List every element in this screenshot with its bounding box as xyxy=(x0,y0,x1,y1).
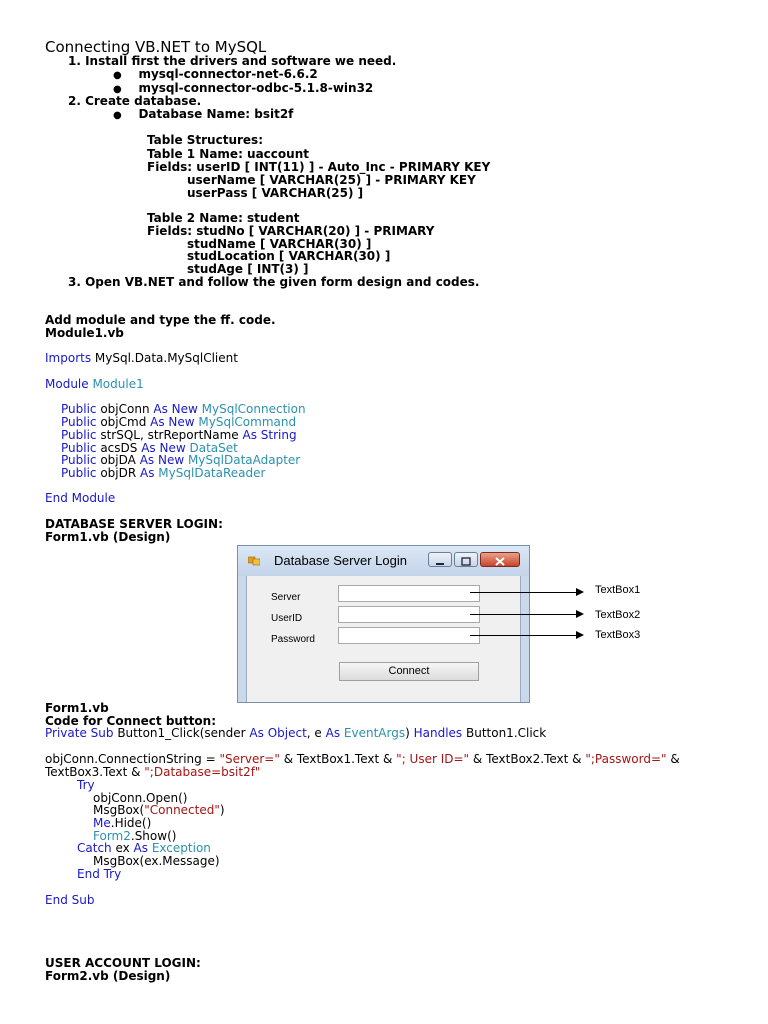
table1-field-userpass: userPass [ VARCHAR(25) ] xyxy=(187,186,364,200)
code-keyword: Public xyxy=(61,402,97,416)
table1-name: Table 1 Name: uaccount xyxy=(147,147,309,161)
form-screenshot xyxy=(237,545,530,703)
annotation-textbox1: TextBox1 xyxy=(595,584,641,596)
table2-field-studlocation: studLocation [ VARCHAR(30) ] xyxy=(187,249,391,263)
form-title: Database Server Login xyxy=(274,553,407,568)
code-text: MySql.Data.MySqlClient xyxy=(91,351,238,365)
db-login-heading: DATABASE SERVER LOGIN: xyxy=(45,517,223,531)
code-keyword: As New xyxy=(141,441,186,455)
code-text: acsDS xyxy=(96,441,142,455)
code-keyword: String xyxy=(256,428,297,442)
code-end-sub: End Sub xyxy=(45,893,95,907)
code-text: .Hide() xyxy=(110,816,152,830)
arrow-head-icon xyxy=(576,588,584,596)
form2-design-label: Form2.vb (Design) xyxy=(45,969,171,983)
code-keyword: As xyxy=(249,726,264,740)
code-type: MySqlDataReader xyxy=(154,466,266,480)
code-type: MySqlDataAdapter xyxy=(184,453,301,467)
code-decl-objconn xyxy=(61,402,306,416)
code-text: ex xyxy=(111,841,134,855)
code-string: "; User ID=" xyxy=(396,752,470,766)
close-icon xyxy=(481,555,519,568)
code-text: TextBox3.Text & xyxy=(45,765,145,779)
maximize-button[interactable] xyxy=(454,552,478,567)
code-connstring-line2 xyxy=(45,765,260,779)
module-file-label: Module1.vb xyxy=(45,326,124,340)
close-button[interactable] xyxy=(480,552,520,567)
password-label: Password xyxy=(271,634,315,645)
code-text: objDA xyxy=(96,453,140,467)
bullet-icon: ● xyxy=(113,70,122,81)
code-keyword: As New xyxy=(150,415,195,429)
code-me-hide xyxy=(93,816,151,830)
arrow-textbox1 xyxy=(470,592,576,593)
bullet-connector-net xyxy=(113,67,318,81)
bullet-text: mysql-connector-odbc-5.1.8-win32 xyxy=(138,81,374,95)
bullet-icon: ● xyxy=(113,110,122,121)
code-text: MsgBox( xyxy=(93,803,145,817)
document-title: Connecting VB.NET to MySQL xyxy=(45,38,267,56)
arrow-textbox3 xyxy=(470,635,576,636)
code-end-try: End Try xyxy=(77,867,122,881)
code-text: Button1_Click(sender xyxy=(113,726,250,740)
table2-fields: Fields: studNo [ VARCHAR(20) ] - PRIMARY xyxy=(147,224,435,238)
code-open: objConn.Open() xyxy=(93,791,188,805)
code-keyword: Imports xyxy=(45,351,92,365)
server-label: Server xyxy=(271,592,301,603)
bullet-text: mysql-connector-net-6.6.2 xyxy=(138,67,318,81)
connect-code-label: Code for Connect button: xyxy=(45,714,217,728)
userid-label: UserID xyxy=(271,613,303,624)
code-text: strSQL, strReportName xyxy=(96,428,243,442)
form1-design-label: Form1.vb (Design) xyxy=(45,530,171,544)
code-keyword: Public xyxy=(61,453,97,467)
table1-field-username: userName [ VARCHAR(25) ] - PRIMARY KEY xyxy=(187,173,476,187)
code-decl-strsql xyxy=(61,428,297,442)
code-sub-signature xyxy=(45,726,546,740)
code-decl-objdr xyxy=(61,466,265,480)
code-type: MySqlCommand xyxy=(194,415,297,429)
code-string: ";Password=" xyxy=(585,752,667,766)
code-keyword: Public xyxy=(61,466,97,480)
arrow-head-icon xyxy=(576,610,584,618)
code-keyword: As xyxy=(140,466,155,480)
code-type: DataSet xyxy=(185,441,238,455)
code-text: .Show() xyxy=(130,829,177,843)
code-keyword: Catch xyxy=(77,841,112,855)
code-text: objConn xyxy=(96,402,154,416)
form1-vb-label: Form1.vb xyxy=(45,701,109,715)
code-text: & xyxy=(666,752,680,766)
arrow-head-icon xyxy=(576,631,584,639)
code-try: Try xyxy=(77,778,95,792)
code-string: "Server=" xyxy=(219,752,280,766)
user-login-heading: USER ACCOUNT LOGIN: xyxy=(45,956,201,970)
code-type: Module1 xyxy=(88,377,144,391)
minimize-icon xyxy=(429,555,451,568)
code-text: ) xyxy=(405,726,414,740)
code-type: EventArgs xyxy=(340,726,406,740)
code-decl-objda xyxy=(61,453,300,467)
code-type: Form2 xyxy=(93,829,131,843)
code-text: objDR xyxy=(96,466,141,480)
code-type: Exception xyxy=(148,841,211,855)
table1-fields: Fields: userID [ INT(11) ] - Auto_Inc - PRIMARY KEY xyxy=(147,160,491,174)
annotation-textbox3: TextBox3 xyxy=(595,629,641,641)
password-textbox[interactable] xyxy=(338,627,480,644)
code-keyword: As xyxy=(242,428,257,442)
code-text: & TextBox2.Text & xyxy=(469,752,586,766)
minimize-button[interactable] xyxy=(428,552,452,567)
code-keyword: As New xyxy=(153,402,198,416)
code-keyword: Public xyxy=(61,428,97,442)
bullet-db-name xyxy=(113,107,293,121)
code-text: , e xyxy=(306,726,326,740)
code-keyword: Public xyxy=(61,441,97,455)
code-catch xyxy=(77,841,211,855)
code-text: objConn.ConnectionString = xyxy=(45,752,220,766)
code-end-module: End Module xyxy=(45,491,116,505)
bullet-icon: ● xyxy=(113,84,122,95)
code-keyword: Me xyxy=(93,816,111,830)
code-msgbox-connected xyxy=(93,803,225,817)
bullet-connector-odbc xyxy=(113,81,373,95)
table2-field-studname: studName [ VARCHAR(30) ] xyxy=(187,237,372,251)
code-keyword: As xyxy=(133,841,149,855)
code-msgbox-error: MsgBox(ex.Message) xyxy=(93,854,220,868)
table2-name: Table 2 Name: student xyxy=(147,211,300,225)
code-string: "Connected" xyxy=(144,803,220,817)
code-keyword: As New xyxy=(139,453,185,467)
bullet-text: Database Name: bsit2f xyxy=(138,107,294,121)
add-module-label: Add module and type the ff. code. xyxy=(45,313,276,327)
code-keyword: Module xyxy=(45,377,89,391)
form-client-area xyxy=(246,576,521,702)
userid-textbox[interactable] xyxy=(338,606,480,623)
code-text: ) xyxy=(219,803,225,817)
code-type: MySqlConnection xyxy=(197,402,306,416)
form-titlebar xyxy=(238,546,529,576)
code-module-line xyxy=(45,377,144,391)
annotation-textbox2: TextBox2 xyxy=(595,609,641,621)
server-textbox[interactable] xyxy=(338,585,480,602)
code-text: objCmd xyxy=(96,415,151,429)
code-keyword: Object xyxy=(263,726,307,740)
step-3: 3. Open VB.NET and follow the given form design and codes. xyxy=(68,275,480,289)
code-text: & TextBox1.Text & xyxy=(279,752,397,766)
table2-field-studage: studAge [ INT(3) ] xyxy=(187,262,309,276)
code-string: ";Database=bsit2f" xyxy=(144,765,261,779)
table-structures-label: Table Structures: xyxy=(147,133,263,147)
code-imports-line xyxy=(45,351,238,365)
code-decl-objcmd xyxy=(61,415,296,429)
code-keyword: Handles xyxy=(413,726,463,740)
maximize-icon xyxy=(455,555,477,568)
code-keyword: Public xyxy=(61,415,97,429)
form-icon xyxy=(248,555,260,566)
code-text: Button1.Click xyxy=(462,726,547,740)
step-1: 1. Install first the drivers and software we need. xyxy=(68,54,397,68)
code-connstring-line1 xyxy=(45,752,680,766)
step-2: 2. Create database. xyxy=(68,94,202,108)
connect-button[interactable]: Connect xyxy=(339,662,479,681)
arrow-textbox2 xyxy=(470,614,576,615)
code-keyword: As xyxy=(325,726,341,740)
code-keyword: Private Sub xyxy=(45,726,114,740)
